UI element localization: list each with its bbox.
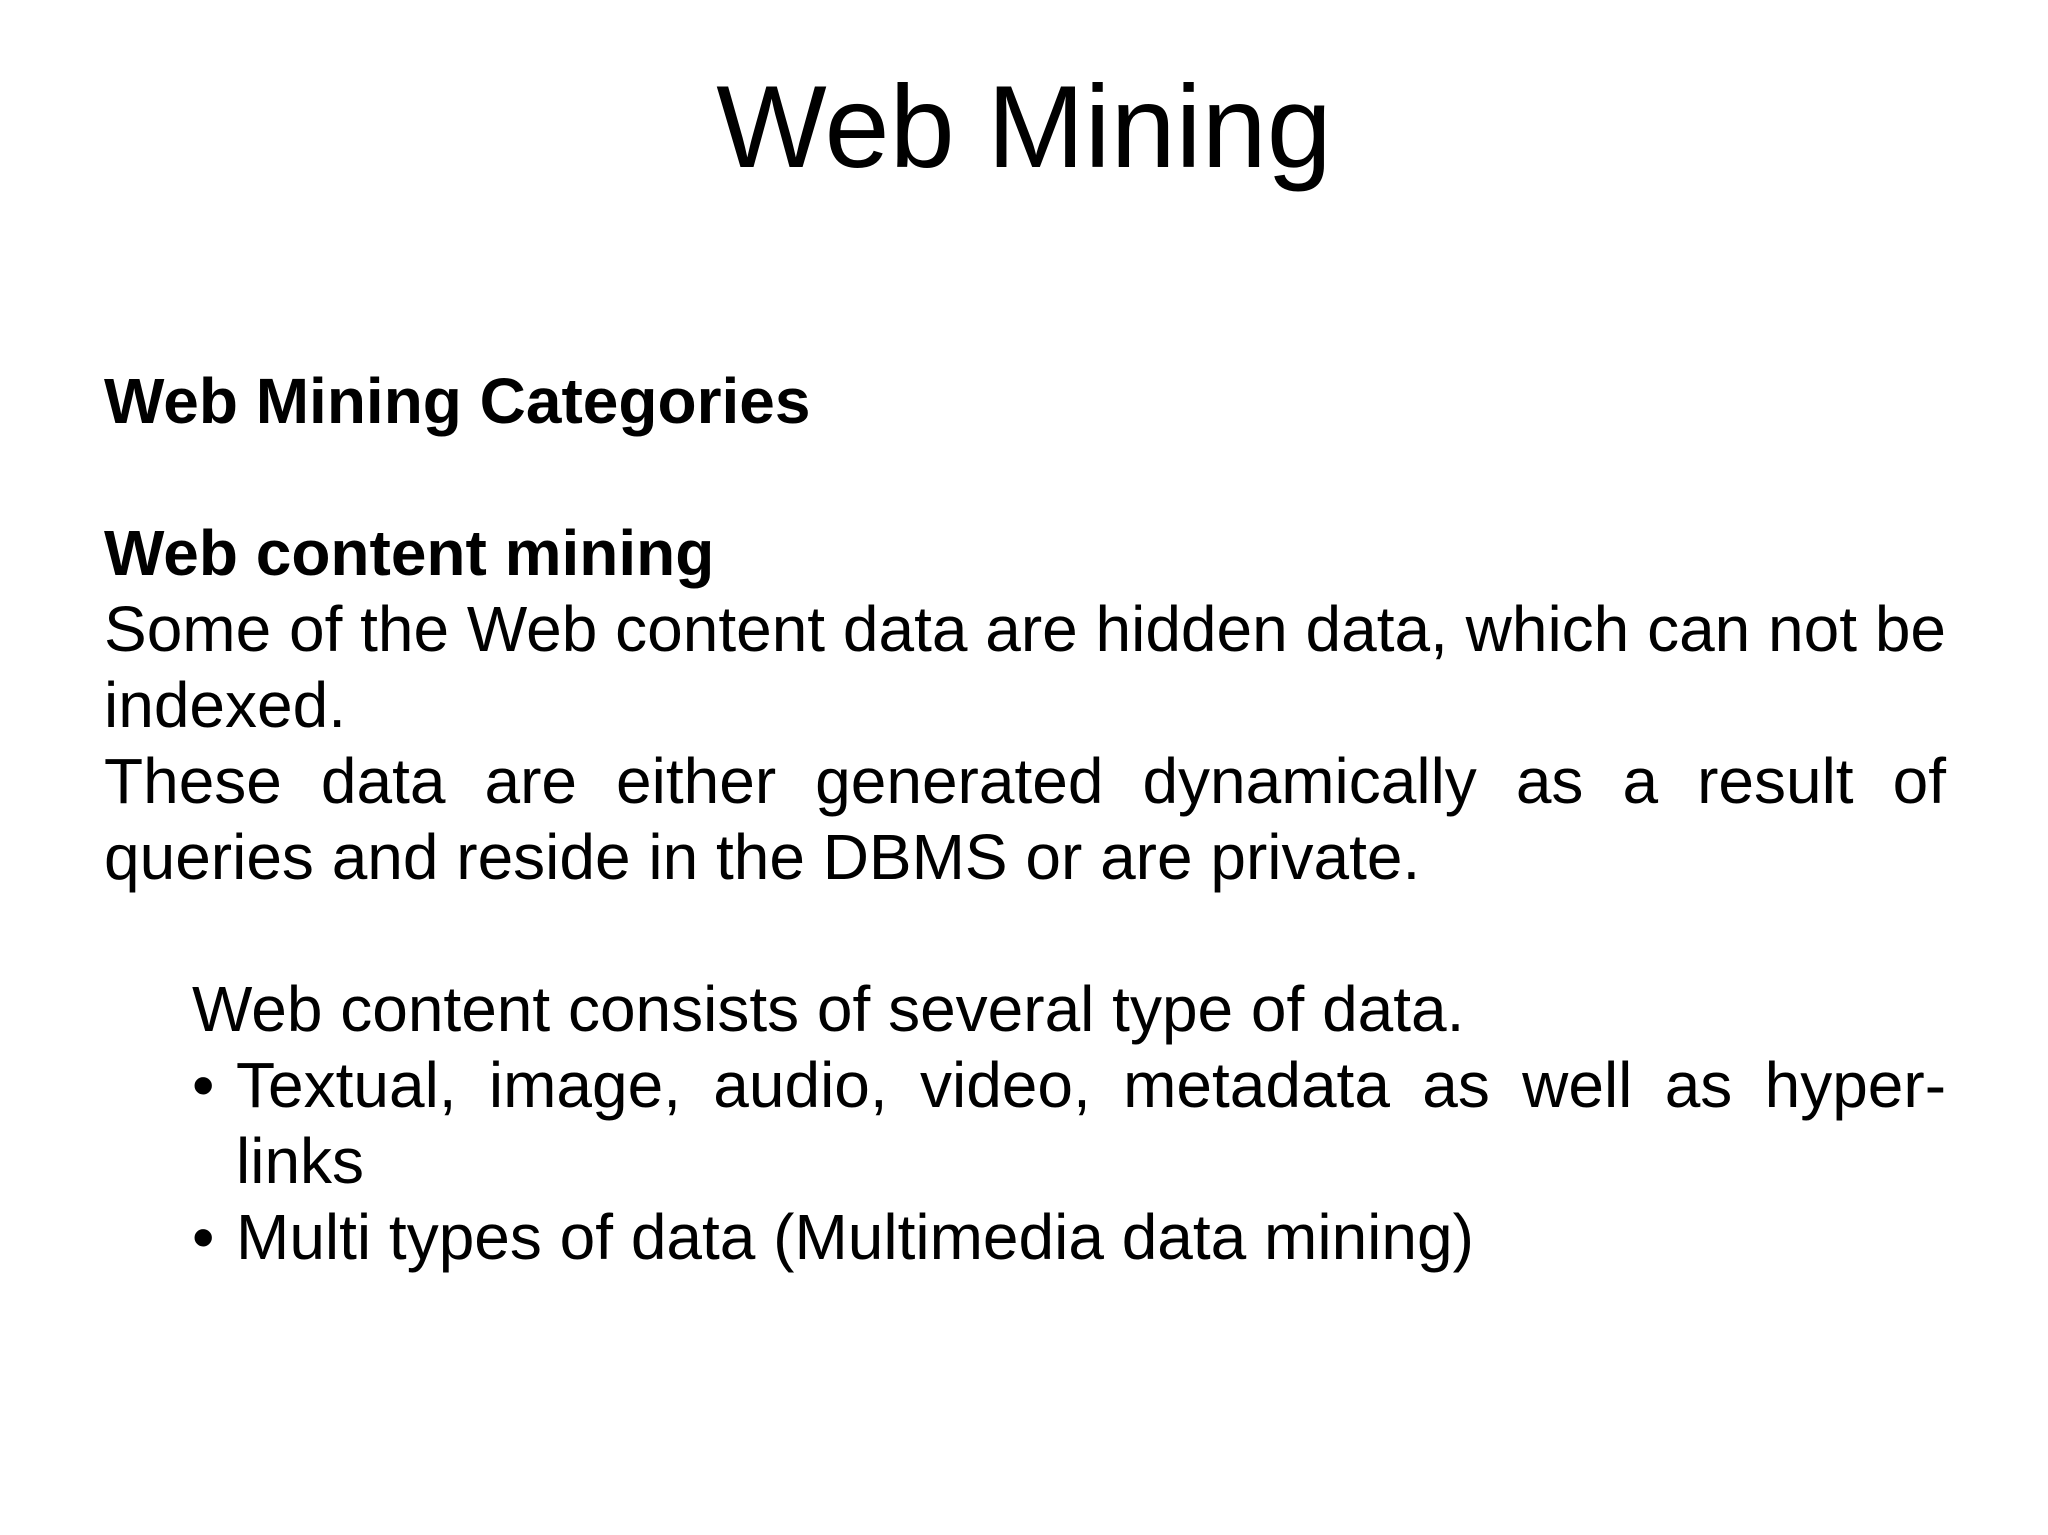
paragraph-hidden-data: Some of the Web content data are hidden data, which can not be indexed. [104, 593, 1946, 741]
list-item [192, 1047, 1946, 1199]
spacer [104, 895, 1946, 971]
bullet-list [104, 1047, 1946, 1275]
list-item-text: Multi types of data (Multimedia data mining) [236, 1201, 1474, 1273]
list-item [192, 1199, 1946, 1275]
list-item-text: Textual, image, audio, video, metadata as well as hyper-links [236, 1049, 1946, 1197]
paragraph-dynamic-data: These data are either generated dynamically as a result of queries and reside in the DBMS or are private. [104, 745, 1946, 893]
spacer [104, 439, 1946, 515]
bullet-icon: • [192, 1201, 215, 1273]
section-heading: Web Mining Categories [104, 365, 811, 437]
subsection-heading: Web content mining [104, 517, 715, 589]
content-types-intro: Web content consists of several type of data. [192, 973, 1465, 1045]
slide-body [104, 363, 1946, 1275]
bullet-icon: • [192, 1049, 215, 1121]
slide-title: Web Mining [716, 61, 1332, 192]
